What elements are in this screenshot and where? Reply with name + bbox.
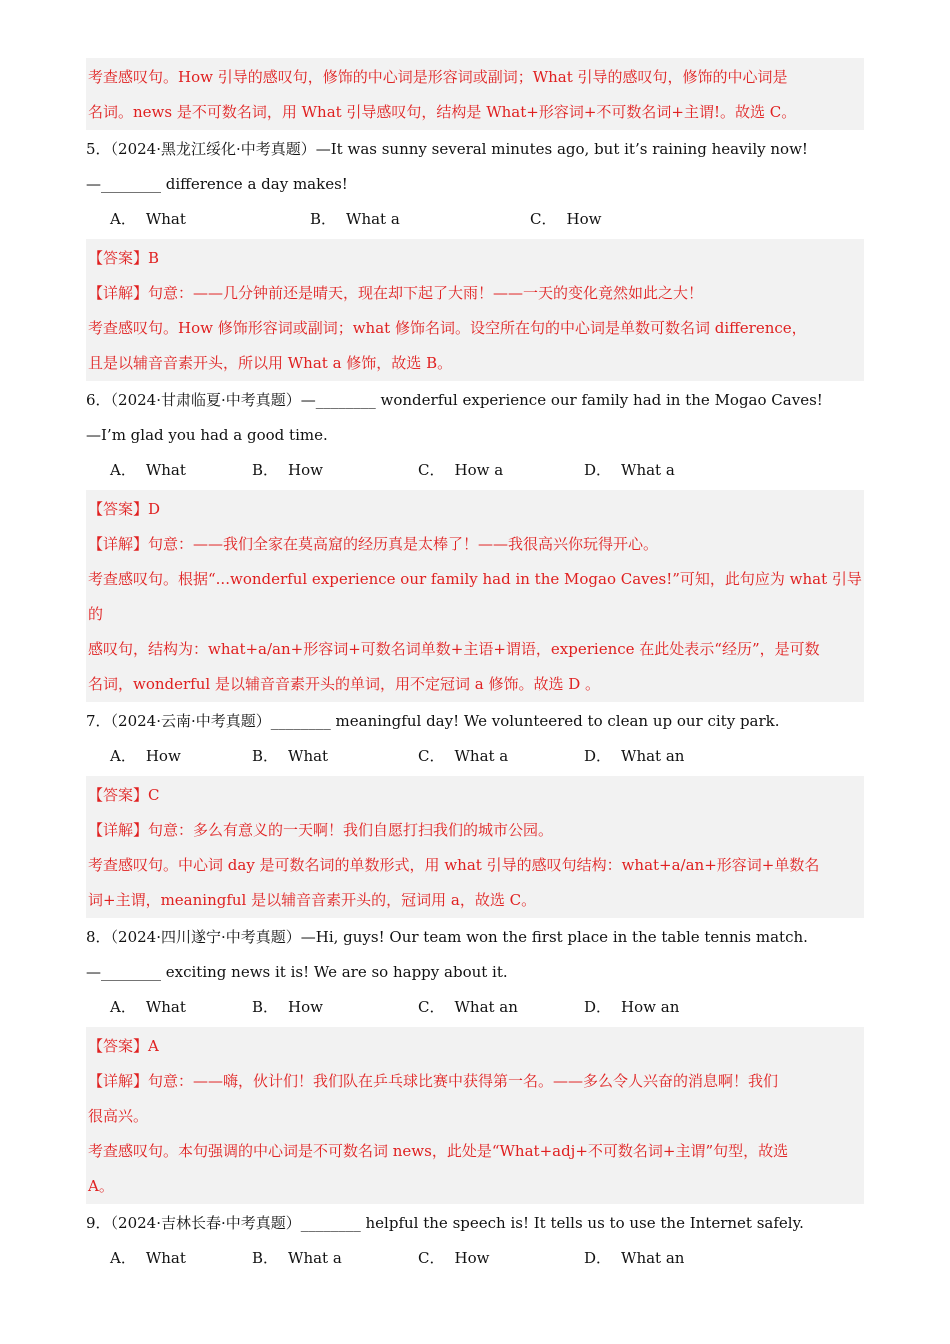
analysis-text: 考查感叹句。中心词 day 是可数名词的单数形式，用 what 引导的感叹句结构：what+a/an+形容词+单数名 bbox=[88, 856, 820, 874]
analysis-text: 名词。news 是不可数名词，用 What 引导感叹句，结构是 What+形容词+不可数名词+主谓!。故选 C。 bbox=[88, 103, 797, 121]
option-a[interactable]: A． How bbox=[110, 747, 181, 765]
answer-label: 【答案】C bbox=[88, 786, 160, 804]
answer-block-q6 bbox=[86, 490, 864, 702]
question-6-stem-line2: —I’m glad you had a good time. bbox=[86, 426, 328, 444]
analysis-text: 词+主谓，meaningful 是以辅音音素开头的，冠词用 a，故选 C。 bbox=[88, 891, 537, 909]
option-a[interactable]: A． What bbox=[110, 210, 186, 228]
option-b[interactable]: B． How bbox=[252, 998, 323, 1016]
analysis-text: 且是以辅音音素开头，所以用 What a 修饰，故选 B。 bbox=[88, 354, 453, 372]
analysis-text: 考查感叹句。How 引导的感叹句，修饰的中心词是形容词或副词；What 引导的感叹句，修饰的中心词是 bbox=[88, 68, 788, 86]
option-a[interactable]: A． What bbox=[110, 461, 186, 479]
analysis-block-q4 bbox=[86, 58, 864, 130]
option-d[interactable]: D． How an bbox=[584, 998, 680, 1016]
question-9-stem: 9．（2024·吉林长春·中考真题）________ helpful the speech is! It tells us to use the Internet safely. bbox=[86, 1214, 804, 1232]
analysis-text: 名词，wonderful 是以辅音音素开头的单词，用不定冠词 a 修饰。故选 D 。 bbox=[88, 675, 601, 693]
option-b[interactable]: B． How bbox=[252, 461, 323, 479]
question-7-stem: 7．（2024·云南·中考真题）________ meaningful day! We volunteered to clean up our city park. bbox=[86, 712, 780, 730]
question-7-options bbox=[86, 739, 864, 774]
detail-text: 【详解】句意：多么有意义的一天啊！我们自愿打扫我们的城市公园。 bbox=[88, 821, 554, 839]
option-c[interactable]: C． How a bbox=[418, 461, 504, 479]
question-5-options bbox=[86, 202, 864, 237]
answer-label: 【答案】A bbox=[88, 1037, 159, 1055]
answer-block-q7 bbox=[86, 776, 864, 918]
question-6-options bbox=[86, 453, 864, 488]
question-9-options bbox=[86, 1241, 864, 1276]
detail-text: 很高兴。 bbox=[88, 1107, 149, 1125]
option-b[interactable]: B． What a bbox=[252, 1249, 342, 1267]
question-8-options bbox=[86, 990, 864, 1025]
option-c[interactable]: C． What a bbox=[418, 747, 509, 765]
answer-block-q8 bbox=[86, 1027, 864, 1204]
detail-text: 【详解】句意：——我们全家在莫高窟的经历真是太棒了！——我很高兴你玩得开心。 bbox=[88, 535, 659, 553]
option-d[interactable]: D． What an bbox=[584, 747, 685, 765]
question-5-stem-line2: —________ difference a day makes! bbox=[86, 175, 348, 193]
option-c[interactable]: C． How bbox=[530, 210, 602, 228]
document-page bbox=[86, 56, 864, 1276]
analysis-text: 感叹句，结构为：what+a/an+形容词+可数名词单数+主语+谓语，experience 在此处表示“经历”，是可数 bbox=[88, 640, 820, 658]
option-c[interactable]: C． How bbox=[418, 1249, 490, 1267]
option-c[interactable]: C． What an bbox=[418, 998, 518, 1016]
answer-label: 【答案】D bbox=[88, 500, 161, 518]
option-b[interactable]: B． What bbox=[252, 747, 329, 765]
analysis-text: A。 bbox=[88, 1177, 114, 1195]
question-6-stem: 6．（2024·甘肃临夏·中考真题）—________ wonderful experience our family had in the Mogao Caves! bbox=[86, 391, 823, 409]
question-5-stem: 5．（2024·黑龙江绥化·中考真题）—It was sunny several minutes ago, but it’s raining heavily now! bbox=[86, 140, 808, 158]
question-8-stem: 8．（2024·四川遂宁·中考真题）—Hi, guys! Our team won the first place in the table tennis match. bbox=[86, 928, 808, 946]
analysis-text: 考查感叹句。根据“...wonderful experience our family had in the Mogao Caves!”可知，此句应为 what 引导的 bbox=[88, 570, 862, 623]
answer-block-q5 bbox=[86, 239, 864, 381]
option-b[interactable]: B． What a bbox=[310, 210, 400, 228]
analysis-text: 考查感叹句。本句强调的中心词是不可数名词 news，此处是“What+adj+不可数名词+主谓”句型，故选 bbox=[88, 1142, 789, 1160]
option-a[interactable]: A． What bbox=[110, 1249, 186, 1267]
option-d[interactable]: D． What a bbox=[584, 461, 675, 479]
option-d[interactable]: D． What an bbox=[584, 1249, 685, 1267]
detail-text: 【详解】句意：——嗨，伙计们！我们队在乒乓球比赛中获得第一名。——多么令人兴奋的消息啊！我们 bbox=[88, 1072, 779, 1090]
question-8-stem-line2: —________ exciting news it is! We are so happy about it. bbox=[86, 963, 508, 981]
detail-text: 【详解】句意：——几分钟前还是晴天，现在却下起了大雨！——一天的变化竟然如此之大！ bbox=[88, 284, 704, 302]
option-a[interactable]: A． What bbox=[110, 998, 186, 1016]
analysis-text: 考查感叹句。How 修饰形容词或副词；what 修饰名词。设空所在句的中心词是单数可数名词 difference， bbox=[88, 319, 807, 337]
answer-label: 【答案】B bbox=[88, 249, 160, 267]
